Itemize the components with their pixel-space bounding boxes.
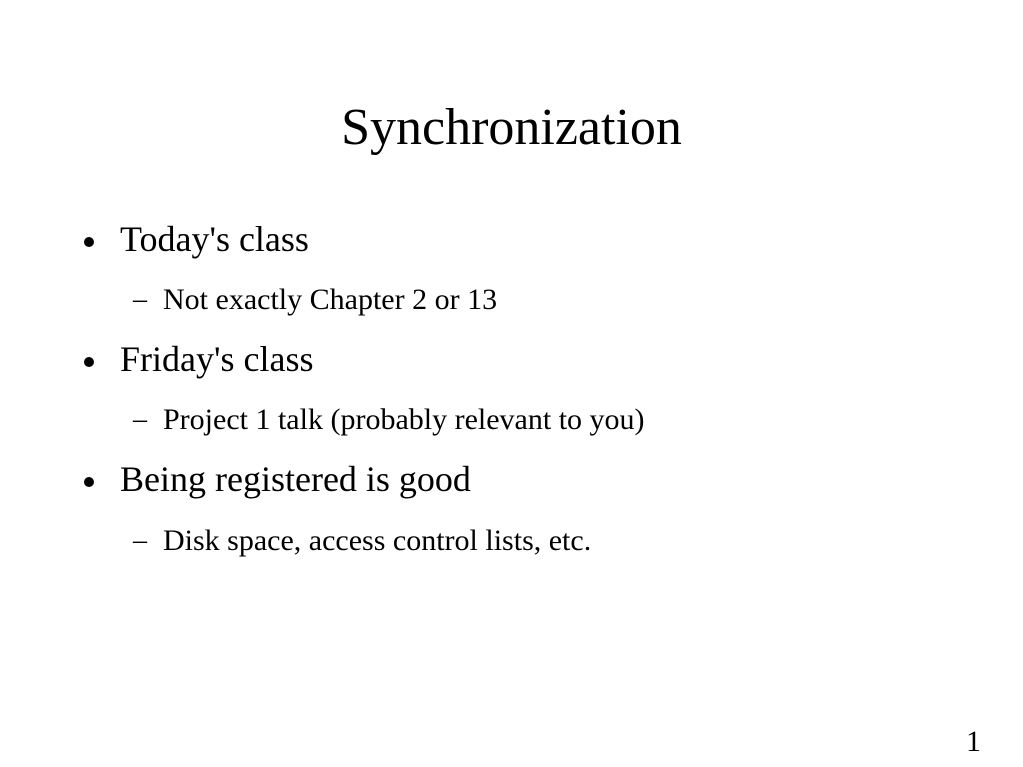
bullet-text: Being registered is good: [120, 459, 471, 499]
bullet-item: [0, 457, 1000, 501]
bullet-text: Friday's class: [120, 339, 314, 379]
dash-marker-icon: –: [133, 404, 147, 435]
sub-bullet-text: Project 1 talk (probably relevant to you): [163, 403, 645, 436]
dash-marker-icon: –: [133, 284, 147, 315]
sub-bullet-item: [0, 282, 1000, 318]
bullet-item: [0, 337, 1000, 381]
bullet-item: [0, 217, 1000, 261]
sub-bullet-item: [0, 402, 1000, 438]
page-number: 1: [966, 725, 981, 758]
bullet-dot-icon: [84, 237, 94, 247]
slide-title: Synchronization: [341, 99, 682, 156]
bullet-dot-icon: [84, 477, 94, 487]
sub-bullet-text: Disk space, access control lists, etc.: [163, 524, 592, 557]
sub-bullet-item: [0, 523, 1000, 559]
sub-bullet-text: Not exactly Chapter 2 or 13: [163, 283, 498, 316]
bullet-text: Today's class: [120, 219, 309, 259]
bullet-dot-icon: [84, 357, 94, 367]
dash-marker-icon: –: [133, 525, 147, 556]
